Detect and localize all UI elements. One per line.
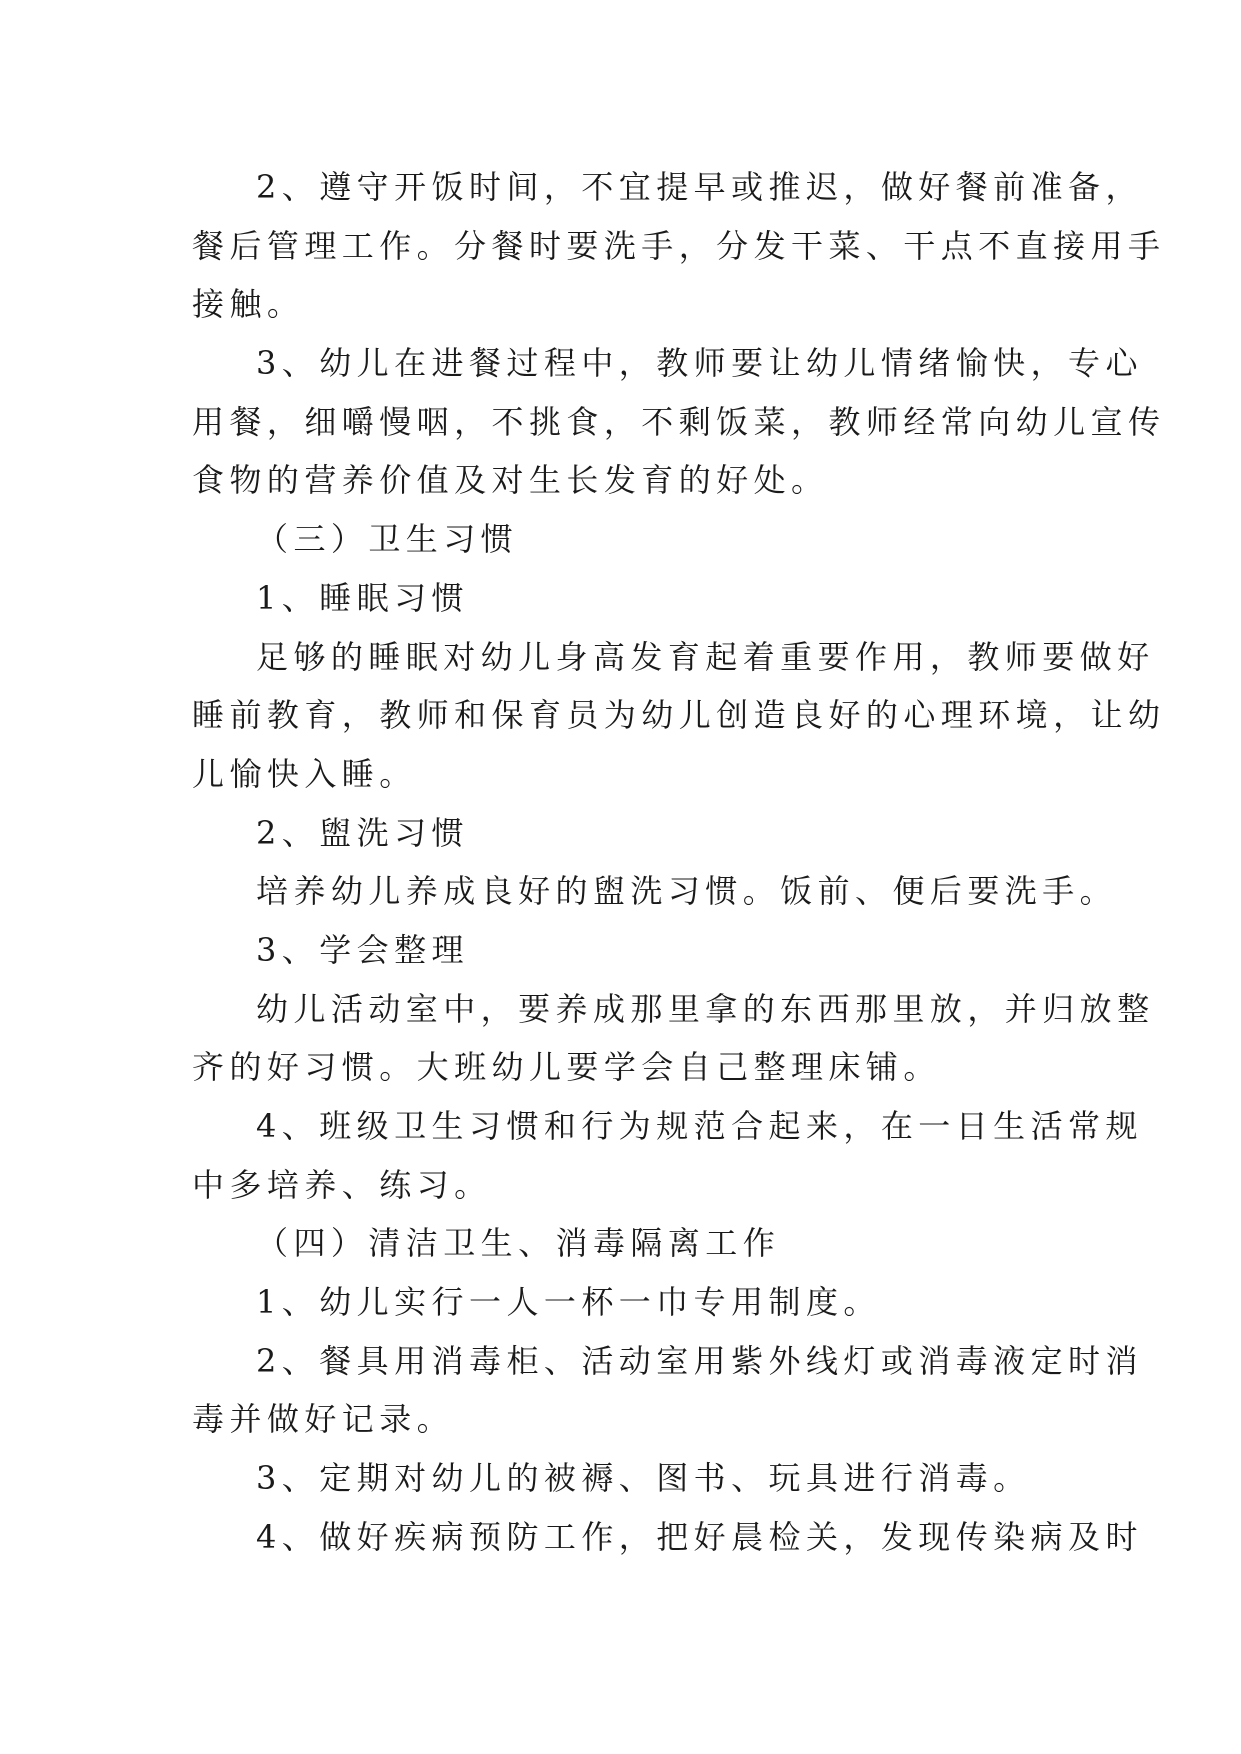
document-body — [192, 158, 1166, 1567]
paragraph-line: 1、幼儿实行一人一杯一巾专用制度。 — [256, 1283, 881, 1322]
paragraph-line: 接触。 — [192, 285, 305, 324]
paragraph-line: 2、遵守开饭时间，不宜提早或推迟，做好餐前准备， — [256, 168, 1143, 206]
paragraph-line: 齐的好习惯。大班幼儿要学会自己整理床铺。 — [192, 1048, 941, 1087]
paragraph-line: 4、班级卫生习惯和行为规范合起来，在一日生活常规 — [256, 1107, 1143, 1145]
paragraph-line: 3、幼儿在进餐过程中，教师要让幼儿情绪愉快，专心 — [256, 344, 1143, 383]
paragraph-line: 用餐，细嚼慢咽，不挑食，不剩饭菜，教师经常向幼儿宣传 — [192, 402, 1166, 441]
paragraph-line: 中多培养、练习。 — [192, 1165, 492, 1204]
paragraph-line: 睡前教育，教师和保育员为幼儿创造良好的心理环境，让幼 — [192, 696, 1166, 735]
subsection-heading: 3、学会整理 — [256, 930, 469, 969]
paragraph-line: 足够的睡眠对幼儿身高发育起着重要作用，教师要做好 — [256, 637, 1155, 676]
paragraph-line: 餐后管理工作。分餐时要洗手，分发干菜、干点不直接用手 — [192, 226, 1166, 265]
paragraph-line: 食物的营养价值及对生长发育的好处。 — [192, 461, 829, 500]
subsection-heading: 1、睡眠习惯 — [256, 578, 469, 617]
section-heading: （四）清洁卫生、消毒隔离工作 — [256, 1224, 781, 1263]
paragraph-line: 培养幼儿养成良好的盥洗习惯。饭前、便后要洗手。 — [256, 872, 1118, 911]
paragraph-line: 毒并做好记录。 — [192, 1400, 455, 1439]
paragraph-line: 4、做好疾病预防工作，把好晨检关，发现传染病及时 — [256, 1517, 1143, 1556]
subsection-heading: 2、盥洗习惯 — [256, 813, 469, 852]
paragraph-line: 2、餐具用消毒柜、活动室用紫外线灯或消毒液定时消 — [256, 1341, 1143, 1380]
paragraph-line: 3、定期对幼儿的被褥、图书、玩具进行消毒。 — [256, 1459, 1031, 1498]
paragraph-line: 儿愉快入睡。 — [192, 754, 417, 793]
section-heading: （三）卫生习惯 — [256, 520, 519, 559]
paragraph-line: 幼儿活动室中，要养成那里拿的东西那里放，并归放整 — [256, 989, 1155, 1028]
